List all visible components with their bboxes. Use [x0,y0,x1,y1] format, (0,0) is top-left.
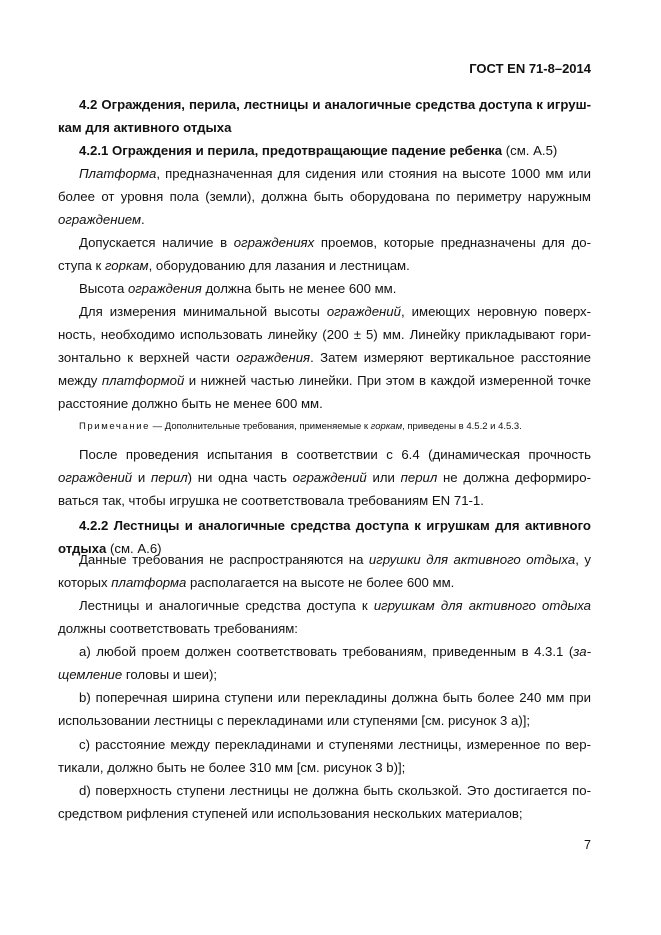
defined-term: игрушки для активного отдыха [368,552,576,567]
defined-term: ограждений [58,470,133,485]
subsection-title: 4.2.1 Ограждения и перила, предотвращающие падение ребенка [79,143,503,158]
text-line [58,208,591,231]
defined-term: ограждений [292,470,367,485]
text-run: Данные требования не распространяются на [79,552,369,567]
text-line [58,254,591,277]
text-run: между [58,373,102,388]
text-line [58,617,591,640]
text-line [58,323,591,346]
annex-reference: (см. А.6) [106,541,162,556]
defined-term: щемление [58,667,123,682]
text-run: ность, необходимо использовать линейку (200 ± 5) мм. Линейку прикладывают гори- [58,327,591,342]
note-term: горкам [370,421,403,432]
text-run: зонтально к верхней части [58,350,237,365]
defined-term: игрушкам для активного отдыха [373,598,591,613]
text-run: ) ни одна часть [187,470,293,485]
text-run: После проведения испытания в соответствии с 6.4 (динамическая прочность [79,447,591,462]
text-run: . Затем измеряют вертикальное расстояние [310,350,591,365]
text-line [58,594,591,617]
defined-term: горкам [104,258,149,273]
text-line [58,392,591,415]
defined-term: ограждениях [233,235,315,250]
text-run: a) любой проем должен соответствовать требованиям, приведенным в 4.3.1 ( [79,644,574,659]
list-item-d [58,779,591,825]
paragraph [58,548,591,594]
text-run: должны соответствовать требованиям: [58,621,298,636]
defined-term: перил [150,470,188,485]
text-run: , имеющих неровную поверх- [400,304,591,319]
note-label: Примечание [79,421,150,432]
defined-term: ограждения [127,281,202,296]
text-line [58,686,591,709]
text-run: , оборудованию для лазания и лестницам. [148,258,410,273]
text-line [58,162,591,185]
paragraph [58,231,591,277]
paragraph [58,300,591,415]
text-run: использовании лестницы с перекладинами или ступенями [см. рисунок 3 a)]; [58,713,531,728]
text-run: располагается на высоте не более 600 мм. [186,575,455,590]
defined-term: за- [573,644,591,659]
list-item-b [58,686,591,732]
text-line [58,640,591,663]
heading-line: 4.2 Ограждения, перила, лестницы и аналогичные средства доступа к игруш- [79,97,591,112]
text-run: d) поверхность ступени лестницы не должна быть скользкой. Это достигается по- [79,783,591,798]
text-run: средством рифления ступеней или использования нескольких материалов; [58,806,523,821]
heading-line: кам для активного отдыха [58,120,232,135]
text-run: и [132,470,151,485]
text-line [58,571,591,594]
text-line [58,369,591,392]
paragraph [58,594,591,640]
list-item-a [58,640,591,686]
note [79,420,522,434]
text-line [58,277,591,300]
annex-reference: (см. А.5) [502,143,558,158]
note-text-end: , приведены в 4.5.2 и 4.5.3. [402,421,522,432]
text-run: должна быть не менее 600 мм. [201,281,397,296]
text-run: Лестницы и аналогичные средства доступа к [79,598,374,613]
defined-term: Платформа [79,166,157,181]
text-run: Высота [79,281,128,296]
text-line [58,548,591,571]
text-run: , предназначенная для сидения или стояния на высоте 1000 мм или [156,166,591,181]
text-run: b) поперечная ширина ступени или перекладины должна быть более 240 мм при [79,690,591,705]
text-run: ваться так, чтобы игрушка не соответствовала требованиям EN 71-1. [58,493,484,508]
text-run: c) расстояние между перекладинами и ступенями лестницы, измеренное по вер- [79,737,591,752]
heading-line: 4.2.2 Лестницы и аналогичные средства доступа к игрушкам для активного [79,518,591,533]
text-run: , у [575,552,591,567]
paragraph [58,162,591,231]
text-line [58,489,591,512]
text-run: расстояние должно быть не менее 600 мм. [58,396,323,411]
defined-term: платформа [111,575,187,590]
text-line [58,346,591,369]
text-run: более от уровня пола (земли), должна быть оборудована по периметру наружным [58,189,591,204]
text-run: которых [58,575,112,590]
text-run: или [366,470,401,485]
section-4-2-1-heading [58,139,591,162]
paragraph [58,277,591,300]
text-run: . [141,212,145,227]
note-text: — Дополнительные требования, применяемые к [150,421,371,432]
text-run: и нижней частью линейки. При этом в каждой измеренной точке [184,373,591,388]
defined-term: платформой [101,373,185,388]
defined-term: перил [400,470,438,485]
defined-term: ограждения [236,350,311,365]
text-line [58,443,591,466]
text-line [58,733,591,756]
defined-term: ограждением [58,212,142,227]
text-run: проемов, которые предназначены для до- [314,235,592,250]
text-run: не должна деформиро- [437,470,591,485]
text-line [58,802,591,825]
text-run: Допускается наличие в [79,235,234,250]
text-line [58,709,591,732]
text-line [58,231,591,254]
list-item-c [58,733,591,779]
section-4-2-heading [58,93,591,139]
text-run: Для измерения минимальной высоты [79,304,327,319]
text-line [58,756,591,779]
paragraph [58,443,591,512]
text-line [58,466,591,489]
defined-term: ограждений [326,304,401,319]
heading-line: отдыха [58,541,107,556]
text-line [58,300,591,323]
text-line [58,779,591,802]
text-run: головы и шеи); [122,667,218,682]
page-number: 7 [584,838,591,852]
document-code: ГОСТ EN 71-8–2014 [469,61,591,76]
text-run: ступа к [58,258,105,273]
text-line [58,663,591,686]
text-run: тикали, должно быть не более 310 мм [см. рисунок 3 b)]; [58,760,406,775]
text-line [58,185,591,208]
